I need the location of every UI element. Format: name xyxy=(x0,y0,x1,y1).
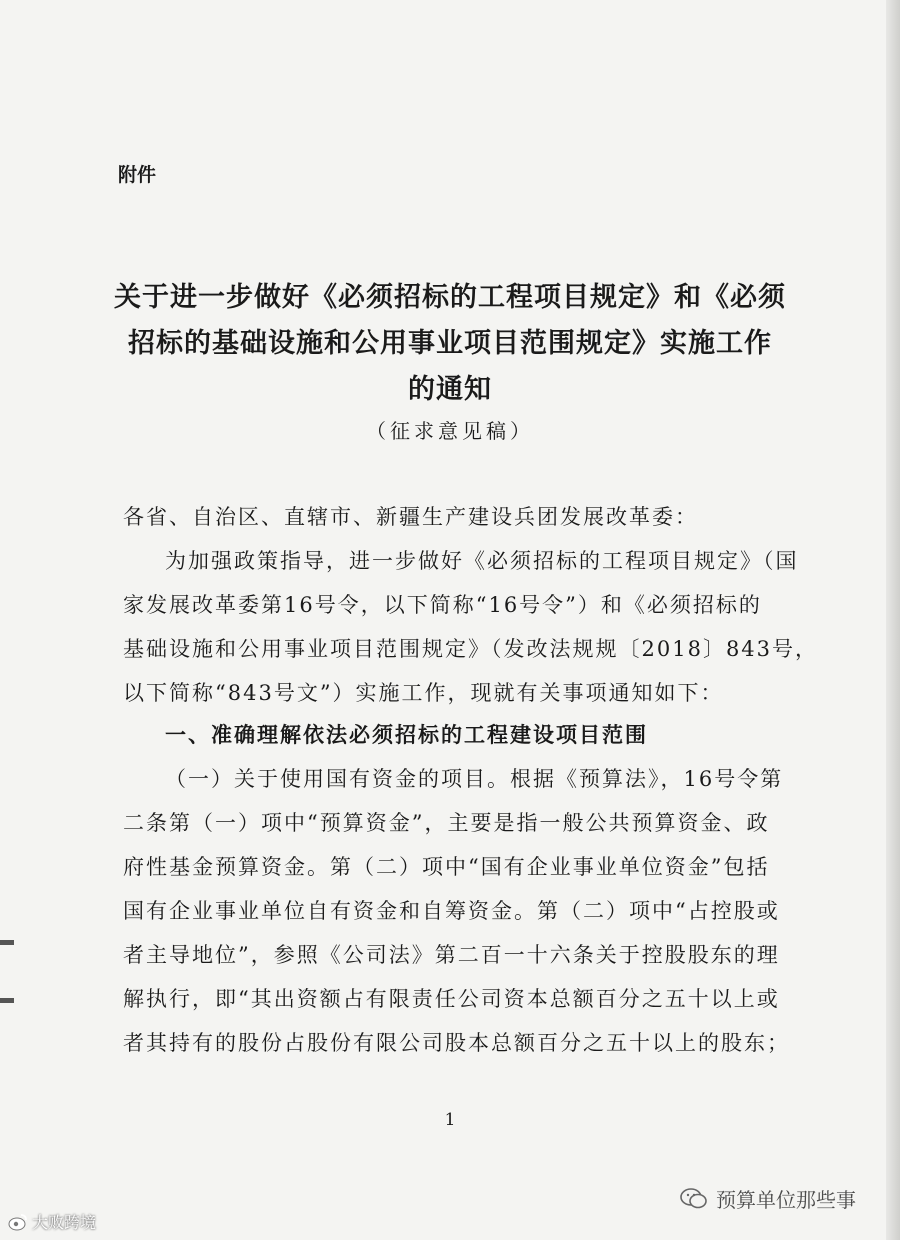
scan-edge xyxy=(886,0,900,1240)
weibo-icon xyxy=(8,1213,28,1231)
paragraph-line: 国有企业事业单位自有资金和自筹资金。第（二）项中“占控股或 xyxy=(123,899,780,923)
paragraph-line: 家发展改革委第16号令，以下简称“16号令”）和《必须招标的 xyxy=(123,593,762,617)
attachment-label: 附件 xyxy=(118,164,157,186)
wechat-icon xyxy=(680,1188,708,1210)
salutation: 各省、自治区、直辖市、新疆生产建设兵团发展改革委： xyxy=(123,505,698,529)
title-line-1: 关于进一步做好《必须招标的工程项目规定》和《必须 xyxy=(114,282,786,313)
page-number: 1 xyxy=(444,1110,456,1130)
watermark-right xyxy=(680,1184,856,1213)
title-line-3: 的通知 xyxy=(408,374,492,405)
watermark-left xyxy=(8,1210,96,1233)
watermark-right-text: 预算单位那些事 xyxy=(716,1188,856,1212)
section-heading: 一、准确理解依法必须招标的工程建设项目范围 xyxy=(165,723,648,747)
paragraph-line: （一）关于使用国有资金的项目。根据《预算法》，16号令第 xyxy=(165,767,784,791)
paragraph-line: 二条第（一）项中“预算资金”，主要是指一般公共预算资金、政 xyxy=(123,811,770,835)
paragraph-line: 为加强政策指导，进一步做好《必须招标的工程项目规定》（国 xyxy=(165,549,799,573)
title-line-2: 招标的基础设施和公用事业项目范围规定》实施工作 xyxy=(128,328,772,359)
paragraph-line: 者主导地位”，参照《公司法》第二百一十六条关于控股股东的理 xyxy=(123,943,780,967)
watermark-left-text: 大败跨境 xyxy=(32,1213,97,1232)
paragraph-line: 解执行，即“其出资额占有限责任公司资本总额百分之五十以上或 xyxy=(123,987,780,1011)
subtitle: （征求意见稿） xyxy=(366,419,534,443)
paragraph-line: 基础设施和公用事业项目范围规定》（发改法规规〔2018〕843号， xyxy=(123,637,819,661)
scan-mark xyxy=(0,998,14,1003)
scan-mark xyxy=(0,940,14,945)
paragraph-line: 者其持有的股份占股份有限公司股本总额百分之五十以上的股东； xyxy=(123,1031,790,1055)
paragraph-line: 以下简称“843号文”）实施工作，现就有关事项通知如下： xyxy=(123,681,724,705)
paragraph-line: 府性基金预算资金。第（二）项中“国有企业事业单位资金”包括 xyxy=(123,855,770,879)
